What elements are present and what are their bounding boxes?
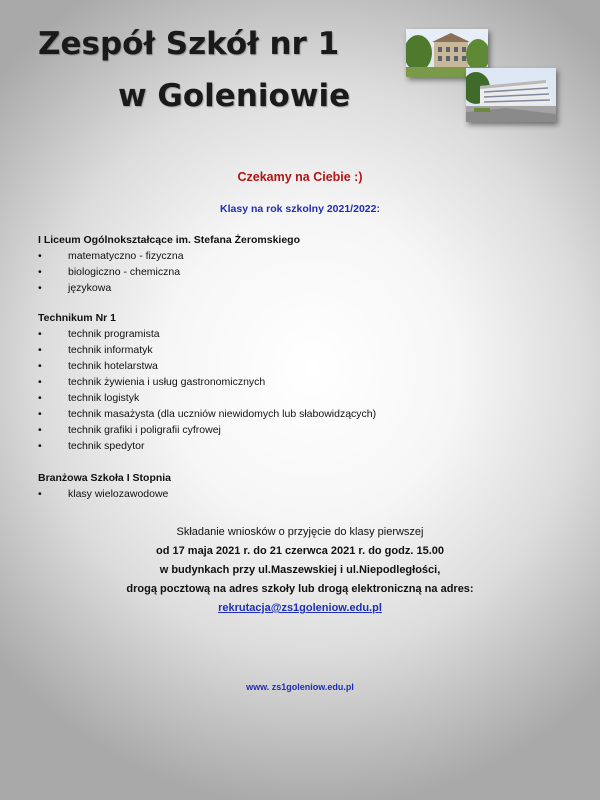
application-method: drogą pocztową na adres szkoły lub drogą elektroniczną na adres: — [126, 583, 474, 595]
list-item: • technik grafiki i poligrafii cyfrowej — [38, 424, 221, 436]
section-liceum — [38, 232, 558, 296]
bullet-icon: • — [38, 408, 42, 420]
application-dates: od 17 maja 2021 r. do 21 czerwca 2021 r. do godz. 15.00 — [156, 545, 444, 557]
email-link[interactable]: rekrutacja@zs1goleniow.edu.pl — [218, 602, 382, 614]
bullet-icon: • — [38, 282, 42, 294]
bullet-icon: • — [38, 392, 42, 404]
list-item: • językowa — [38, 282, 112, 294]
bullet-icon: • — [38, 424, 42, 436]
bullet-icon: • — [38, 360, 42, 372]
list-item: • technik żywienia i usług gastronomicznych — [38, 376, 266, 388]
list-item: • technik programista — [38, 328, 160, 340]
bullet-icon: • — [38, 250, 42, 262]
application-line: Składanie wniosków o przyjęcie do klasy pierwszej — [176, 526, 424, 538]
school-year-heading: Klasy na rok szkolny 2021/2022: — [220, 203, 380, 215]
section-technikum — [38, 310, 558, 454]
invite-text: Czekamy na Ciebie :) — [237, 170, 363, 184]
bullet-icon: • — [38, 376, 42, 388]
application-location: w budynkach przy ul.Maszewskiej i ul.Niepodległości, — [159, 564, 441, 576]
bullet-icon: • — [38, 328, 42, 340]
section-heading: I Liceum Ogólnokształcące im. Stefana Żeromskiego — [38, 234, 300, 246]
website-link[interactable]: www. zs1goleniow.edu.pl — [246, 682, 354, 692]
list-item: • technik masażysta (dla uczniów niewidomych lub słabowidzących) — [38, 408, 377, 420]
list-item: • technik spedytor — [38, 440, 145, 452]
section-heading: Branżowa Szkoła I Stopnia — [38, 472, 172, 484]
bullet-icon: • — [38, 266, 42, 278]
section-branzowa — [38, 470, 558, 502]
bullet-icon: • — [38, 488, 42, 500]
page-title-line2: w Goleniowie — [118, 78, 351, 114]
section-heading: Technikum Nr 1 — [38, 312, 116, 324]
list-item: • technik logistyk — [38, 392, 140, 404]
bullet-icon: • — [38, 440, 42, 452]
list-item: • biologiczno - chemiczna — [38, 266, 181, 278]
list-item: • technik hotelarstwa — [38, 360, 158, 372]
list-item: • matematyczno - fizyczna — [38, 250, 184, 262]
school-campus-photo — [466, 68, 556, 122]
application-info — [0, 523, 600, 618]
page-title-line1: Zespół Szkół nr 1 — [38, 26, 340, 62]
list-item: • klasy wielozawodowe — [38, 488, 169, 500]
bullet-icon: • — [38, 344, 42, 356]
list-item: • technik informatyk — [38, 344, 153, 356]
